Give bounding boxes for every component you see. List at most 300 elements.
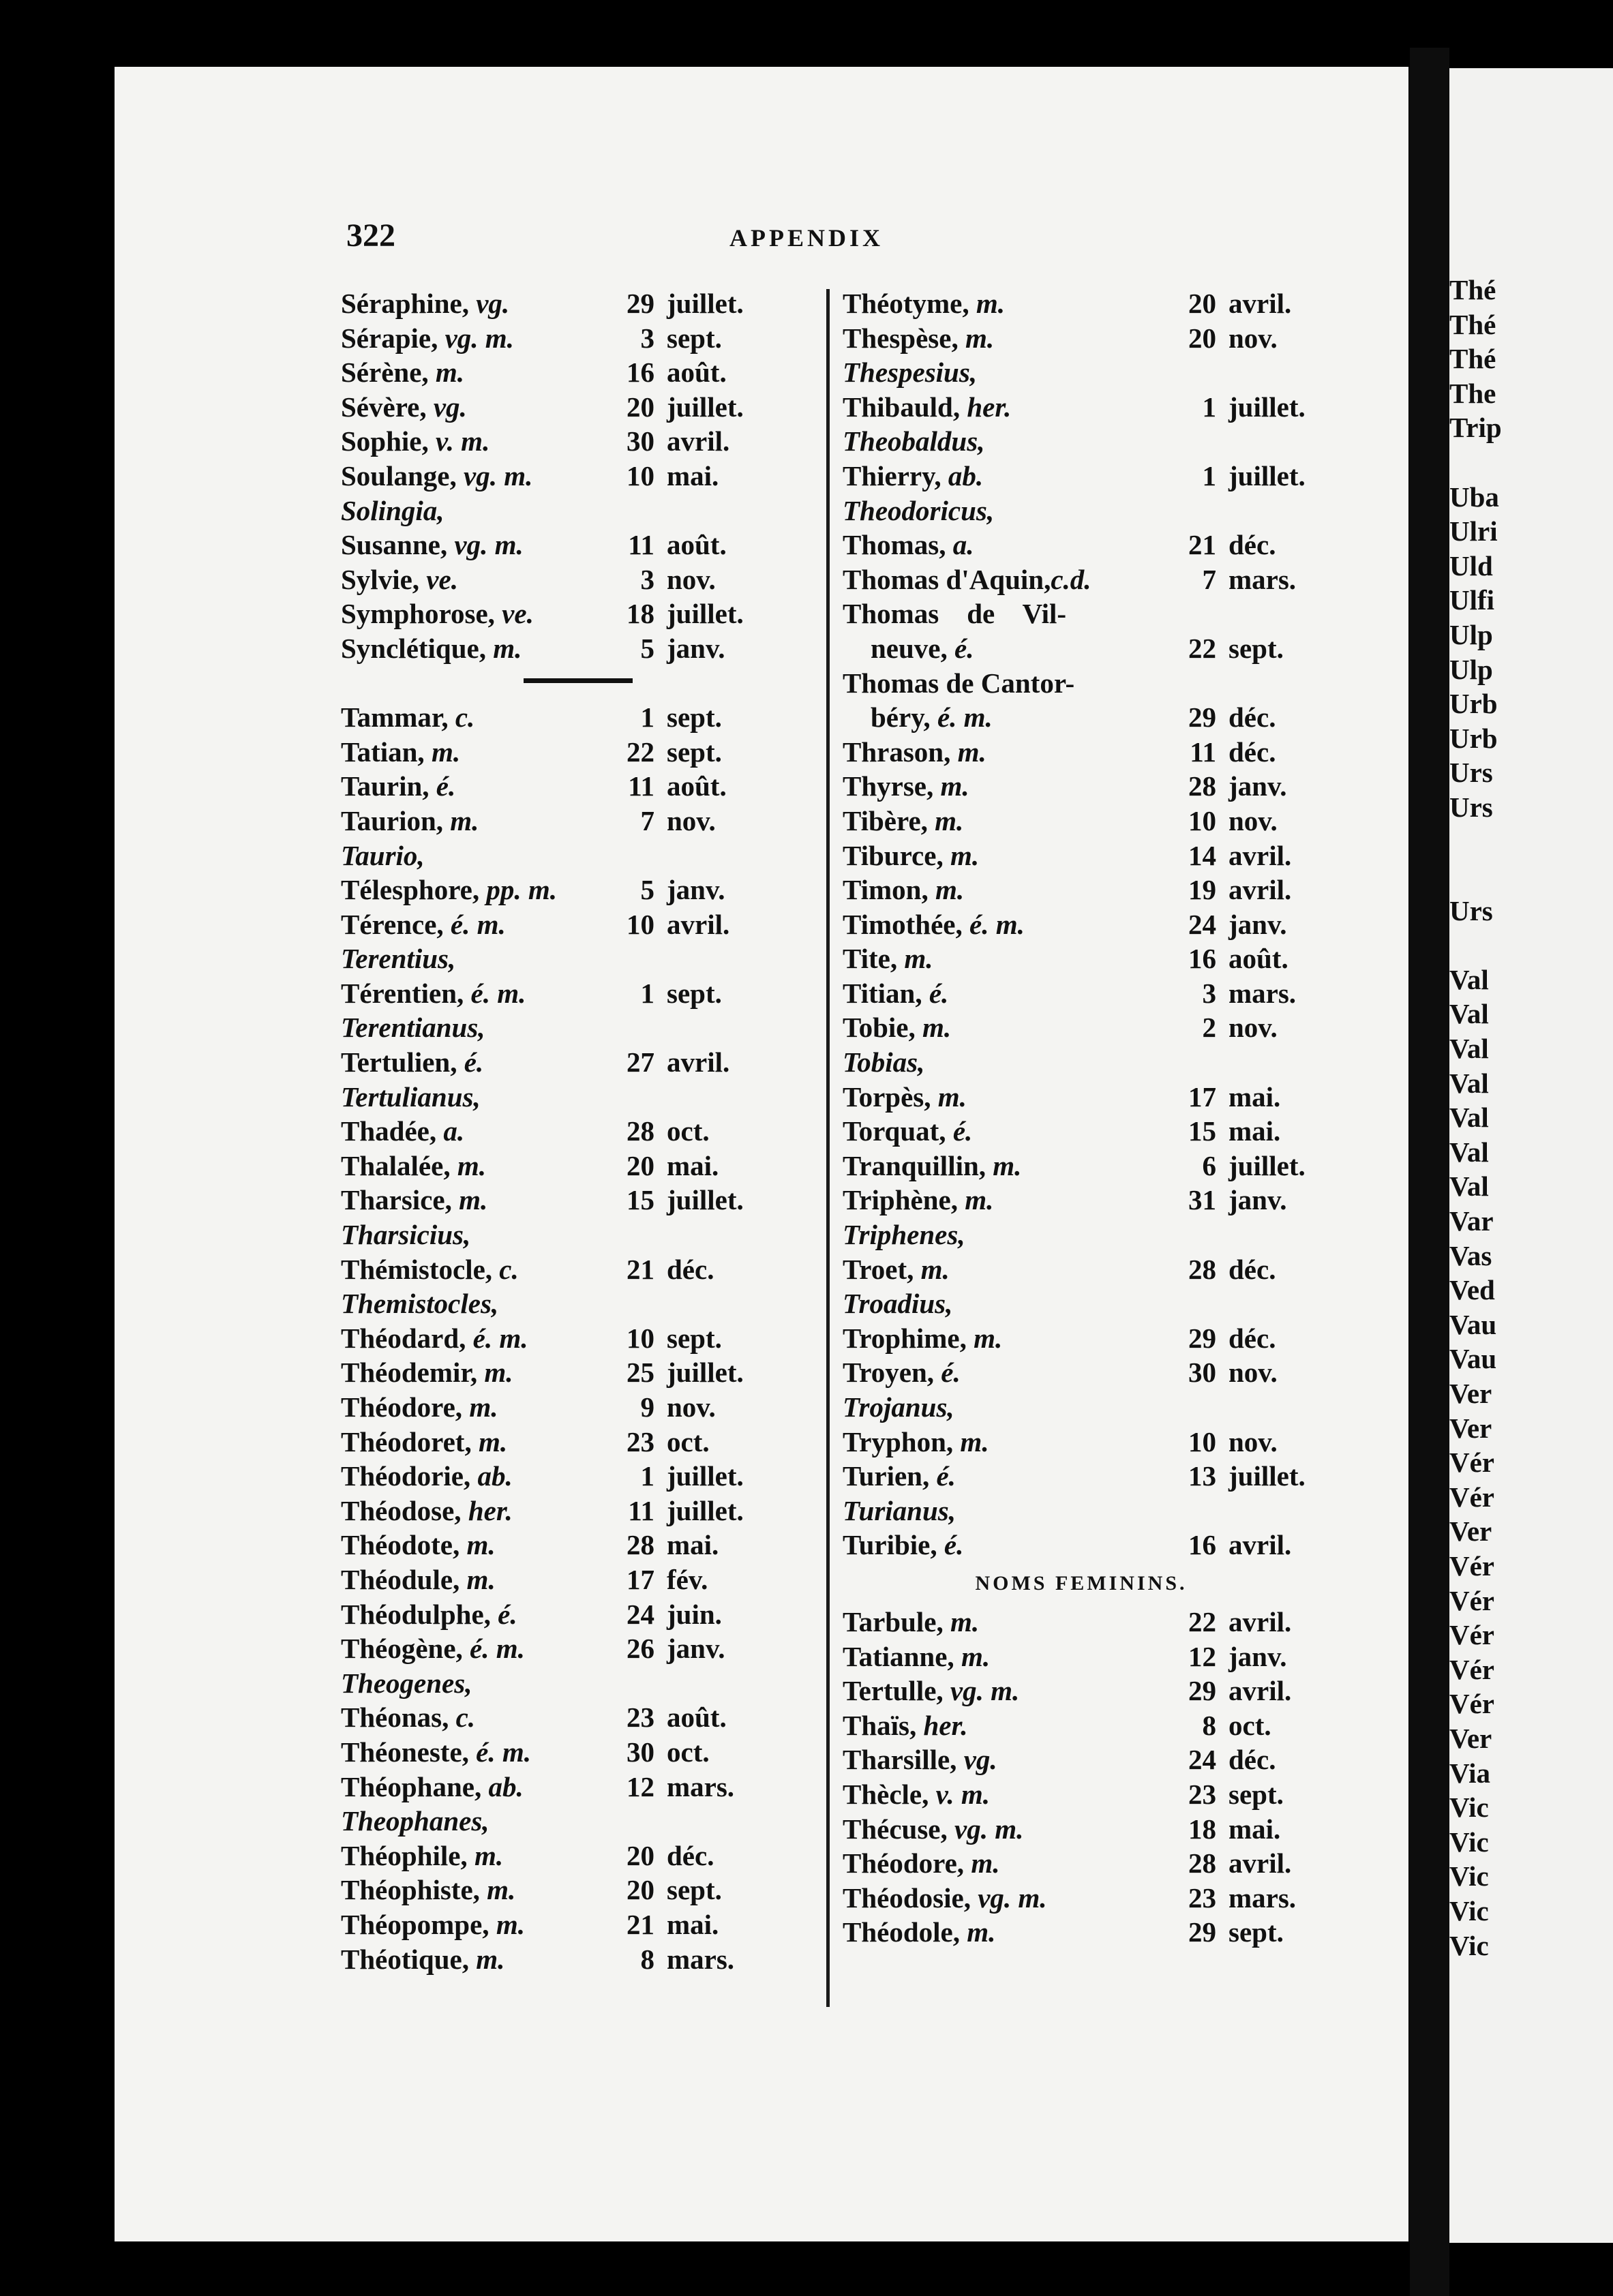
name-text: Thadée,: [341, 1115, 444, 1147]
facing-page-line: Via: [1449, 1757, 1490, 1789]
feast-day: 16: [1188, 943, 1216, 975]
saint-name: [341, 769, 455, 804]
feast-month: juillet.: [667, 288, 744, 319]
entry-row: [843, 839, 1320, 873]
feast-month: juillet.: [667, 1494, 744, 1526]
feast-day: 1: [640, 1460, 654, 1492]
entry-row: [843, 494, 1320, 528]
name-text: Thècle,: [843, 1778, 936, 1810]
entry-row: [341, 1873, 832, 1907]
entry-row: [843, 596, 1320, 631]
title-abbreviation: vg. m.: [954, 1813, 1024, 1845]
title-abbreviation: ve.: [502, 598, 534, 630]
page-number: 322: [346, 217, 395, 254]
title-abbreviation: m.: [469, 1391, 498, 1423]
entry-row: [341, 700, 832, 735]
feast-day: 16: [1188, 1529, 1216, 1561]
name-text: Théoneste,: [341, 1736, 477, 1768]
feast-month: nov.: [1228, 804, 1278, 836]
saint-name: [843, 1425, 989, 1460]
latin-name: Tharsicius,: [341, 1219, 471, 1251]
feast-day: 3: [640, 563, 654, 595]
saint-name: [341, 1149, 486, 1183]
title-abbreviation: vg. m.: [454, 529, 524, 561]
title-abbreviation: é.: [464, 1046, 484, 1078]
feast-day: 15: [627, 1184, 654, 1216]
latin-name: Troadius,: [843, 1288, 953, 1320]
facing-page-line: Ver: [1449, 1515, 1492, 1547]
facing-page-line: Vér: [1449, 1653, 1495, 1685]
feast-day: 23: [1188, 1882, 1216, 1914]
facing-page-line: Ulp: [1449, 618, 1493, 650]
title-abbreviation: her.: [468, 1494, 513, 1526]
entry-row: [341, 1149, 832, 1183]
entry-row: [843, 907, 1320, 942]
title-abbreviation: m.: [971, 1847, 1000, 1879]
facing-page-line: Thé: [1449, 274, 1496, 305]
name-text: Thomas de Cantor-: [843, 667, 1075, 699]
feast-day: 10: [627, 459, 654, 492]
feast-month: avril.: [1228, 288, 1292, 319]
feast-day: 14: [1188, 839, 1216, 871]
title-abbreviation: her.: [967, 391, 1012, 423]
feast-month: mai.: [1228, 1115, 1281, 1147]
title-abbreviation: é.: [941, 1357, 961, 1389]
feast-day: 13: [1188, 1460, 1216, 1492]
title-abbreviation: é. m.: [937, 701, 993, 734]
saint-name: [341, 1390, 498, 1425]
saint-name: [341, 459, 532, 494]
title-abbreviation: her.: [923, 1709, 968, 1741]
feast-day: 20: [627, 391, 654, 423]
saint-name: [341, 1839, 503, 1873]
feast-day: 5: [640, 632, 654, 664]
name-text: Symphorose,: [341, 598, 502, 630]
feast-month: avril.: [1228, 874, 1292, 906]
feast-day: 30: [1188, 1357, 1216, 1389]
section-rule: [341, 666, 832, 701]
feast-day: 7: [1202, 563, 1216, 595]
facing-page-line: Ved: [1449, 1274, 1495, 1306]
name-text: Théophiste,: [341, 1874, 487, 1906]
feast-day: 22: [627, 736, 654, 768]
feast-month: avril.: [667, 1046, 730, 1078]
saint-name: [341, 735, 460, 770]
book-gutter: [1410, 48, 1449, 2296]
feast-month: août.: [667, 529, 727, 561]
saint-name: [341, 1700, 475, 1735]
saint-name: [843, 631, 974, 666]
feast-day: 1: [1202, 391, 1216, 423]
feast-day: 23: [627, 1702, 654, 1734]
entry-row: [341, 321, 832, 356]
saint-name: [341, 321, 514, 356]
feast-day: 28: [1188, 1253, 1216, 1285]
title-abbreviation: ve.: [426, 563, 458, 595]
entry-row: [341, 596, 832, 631]
name-text: Théotique,: [341, 1943, 477, 1975]
facing-page-line: Urs: [1449, 894, 1493, 926]
facing-page-line: [1449, 445, 1502, 480]
entry-row: [341, 735, 832, 770]
feast-month: juillet.: [1228, 1460, 1306, 1492]
feast-month: janv.: [1228, 770, 1287, 802]
feast-day: 30: [627, 425, 654, 457]
title-abbreviation: vg. m.: [978, 1882, 1047, 1914]
latin-name: Theophanes,: [341, 1805, 489, 1837]
name-text: Théodemir,: [341, 1357, 485, 1389]
facing-page-line: Uld: [1449, 549, 1493, 581]
feast-month: oct.: [1228, 1709, 1271, 1741]
name-text: Théophile,: [341, 1839, 474, 1871]
feast-day: 19: [1188, 874, 1216, 906]
name-text: Tharsice,: [341, 1184, 459, 1216]
name-text: Tobie,: [843, 1012, 922, 1044]
saint-name: [843, 596, 1066, 631]
saint-name: [341, 1494, 513, 1528]
name-text: Synclétique,: [341, 632, 494, 664]
entry-row: [843, 321, 1320, 356]
name-text: Turien,: [843, 1460, 937, 1492]
name-text: Troyen,: [843, 1357, 941, 1389]
name-text: Thierry,: [843, 459, 948, 492]
latin-name: Turianus,: [843, 1494, 956, 1526]
entry-row: [341, 1218, 832, 1252]
feast-day: 1: [1202, 459, 1216, 492]
name-text: Tarbule,: [843, 1605, 950, 1637]
name-text: Sophie,: [341, 425, 436, 457]
entry-row: [341, 355, 832, 390]
feast-month: déc.: [1228, 736, 1276, 768]
entry-row: [341, 804, 832, 839]
entry-row: [341, 562, 832, 597]
name-text: Térence,: [341, 908, 451, 940]
feast-month: sept.: [667, 1874, 722, 1906]
feast-month: juillet.: [667, 1460, 744, 1492]
name-text: Théodulphe,: [341, 1598, 498, 1630]
entry-row: [341, 1700, 832, 1735]
saint-name: [341, 1528, 496, 1562]
entry-row: [843, 286, 1320, 321]
title-abbreviation: m.: [937, 1081, 967, 1113]
name-text: Théodose,: [341, 1494, 468, 1526]
name-text: Sylvie,: [341, 563, 427, 595]
feast-month: janv.: [1228, 1184, 1287, 1216]
saint-name: [843, 1881, 1047, 1916]
facing-page-line: Urb: [1449, 688, 1498, 720]
feast-month: déc.: [1228, 529, 1276, 561]
entry-row: [341, 1114, 832, 1149]
facing-page-line: Ver: [1449, 1722, 1492, 1754]
name-text: Troet,: [843, 1253, 921, 1285]
name-text: Télesphore,: [341, 874, 487, 906]
feast-day: 23: [627, 1425, 654, 1457]
entry-row: [341, 1355, 832, 1390]
facing-page-line: Val: [1449, 1033, 1489, 1065]
title-abbreviation: c.d.: [1051, 563, 1091, 595]
title-abbreviation: m.: [457, 1149, 486, 1181]
feast-day: 1: [640, 977, 654, 1009]
feast-day: 11: [628, 770, 654, 802]
feast-day: 22: [1188, 632, 1216, 664]
entry-row: [843, 1114, 1320, 1149]
title-abbreviation: m.: [484, 1357, 513, 1389]
title-abbreviation: c.: [455, 1702, 476, 1734]
title-abbreviation: ab.: [488, 1770, 524, 1802]
saint-name: [843, 1252, 950, 1287]
name-text: Susanne,: [341, 529, 455, 561]
entry-row: [843, 1459, 1320, 1494]
entry-row: [843, 1183, 1320, 1218]
saint-name: [843, 1708, 967, 1743]
feast-month: sept.: [667, 1322, 722, 1354]
facing-page-line: Vér: [1449, 1688, 1495, 1720]
title-abbreviation: m.: [993, 1149, 1022, 1181]
feast-month: déc.: [667, 1253, 714, 1285]
running-title: APPENDIX: [729, 224, 884, 252]
latin-name: Solingia,: [341, 494, 444, 526]
name-text: Séraphine,: [341, 288, 477, 319]
saint-name: [843, 1812, 1023, 1847]
facing-page-line: Val: [1449, 963, 1489, 995]
feast-month: août.: [1228, 943, 1288, 975]
title-abbreviation: m.: [940, 770, 969, 802]
name-text: Tite,: [843, 943, 905, 975]
saint-name: [843, 562, 1091, 597]
title-abbreviation: m.: [960, 1425, 989, 1457]
feast-day: 29: [1188, 701, 1216, 734]
entry-row: [341, 1907, 832, 1942]
title-abbreviation: a.: [952, 529, 974, 561]
feast-day: 12: [627, 1770, 654, 1802]
facing-page-line: [1449, 928, 1502, 963]
name-text: Tharsille,: [843, 1744, 964, 1776]
facing-page-line: Vic: [1449, 1792, 1489, 1824]
facing-page-line: Vas: [1449, 1239, 1492, 1271]
entry-row: [341, 1080, 832, 1115]
name-text: Titian,: [843, 977, 929, 1009]
feast-month: sept.: [667, 736, 722, 768]
feast-month: mai.: [1228, 1813, 1281, 1845]
feast-month: nov.: [667, 1391, 716, 1423]
title-abbreviation: m.: [450, 804, 479, 836]
name-text: Théodore,: [843, 1847, 971, 1879]
entry-row: [843, 1881, 1320, 1916]
feast-day: 28: [1188, 1847, 1216, 1879]
name-text: Tryphon,: [843, 1425, 961, 1457]
facing-page-line: Ver: [1449, 1378, 1492, 1409]
feast-day: 17: [627, 1563, 654, 1595]
name-text: Thyrse,: [843, 770, 941, 802]
facing-page-line: Uba: [1449, 481, 1499, 513]
entry-row: [341, 1183, 832, 1218]
facing-page-line: Thé: [1449, 308, 1496, 340]
saint-name: [341, 1562, 496, 1597]
facing-page-line: Val: [1449, 1102, 1489, 1134]
latin-name: Taurio,: [341, 839, 425, 871]
facing-page-line: Vic: [1449, 1860, 1489, 1892]
saint-name: [843, 1010, 951, 1045]
entry-row: [341, 1286, 832, 1321]
feast-day: 28: [1188, 770, 1216, 802]
title-abbreviation: m.: [976, 288, 1006, 319]
facing-page-line: Vér: [1449, 1619, 1495, 1651]
feast-month: juillet.: [1228, 391, 1306, 423]
saint-name: [341, 596, 534, 631]
feast-month: déc.: [667, 1839, 714, 1871]
name-text: Tibère,: [843, 804, 935, 836]
entry-row: [843, 769, 1320, 804]
feast-day: 29: [1188, 1322, 1216, 1354]
latin-name: Terentius,: [341, 943, 456, 975]
entry-row: [843, 804, 1320, 839]
saint-name: [341, 390, 467, 425]
feast-month: janv.: [667, 1633, 725, 1665]
saint-name: [843, 459, 983, 494]
facing-page-line: Ulri: [1449, 515, 1498, 547]
title-abbreviation: m.: [487, 1874, 516, 1906]
saint-name: [843, 976, 948, 1011]
feast-day: 18: [627, 598, 654, 630]
facing-page-line: Var: [1449, 1205, 1494, 1237]
entry-row: [341, 1666, 832, 1701]
feast-day: 29: [627, 288, 654, 319]
facing-page-line: Vau: [1449, 1308, 1497, 1340]
entry-row: [341, 286, 832, 321]
feast-day: 20: [1188, 322, 1216, 354]
feast-month: nov.: [667, 563, 716, 595]
right-column: [843, 286, 1320, 1950]
entry-row: [341, 1045, 832, 1080]
feast-month: fév.: [667, 1563, 708, 1595]
saint-name: [341, 286, 509, 321]
name-text: Sérène,: [341, 357, 436, 389]
feast-day: 31: [1188, 1184, 1216, 1216]
entry-row: [341, 1942, 832, 1977]
latin-name: Theobaldus,: [843, 425, 985, 457]
name-text: Timothée,: [843, 908, 970, 940]
left-column: [341, 286, 832, 1976]
saint-name: [341, 1459, 513, 1494]
name-text: Thalalée,: [341, 1149, 457, 1181]
feast-day: 20: [627, 1839, 654, 1871]
feast-day: 11: [628, 1494, 654, 1526]
saint-name: [843, 390, 1011, 425]
saint-name: [341, 700, 474, 735]
title-abbreviation: m.: [965, 1184, 994, 1216]
title-abbreviation: m.: [459, 1184, 488, 1216]
entry-row: [843, 1777, 1320, 1812]
title-abbreviation: é.: [936, 1460, 956, 1492]
feast-month: mars.: [1228, 1882, 1297, 1914]
feast-month: sept.: [1228, 1778, 1284, 1810]
title-abbreviation: v. m.: [436, 425, 490, 457]
feast-month: juillet.: [667, 598, 744, 630]
name-text: béry,: [843, 701, 937, 734]
saint-name: [843, 1777, 990, 1812]
feast-day: 26: [627, 1633, 654, 1665]
latin-name: Terentianus,: [341, 1012, 485, 1044]
feast-day: 10: [1188, 1425, 1216, 1457]
name-text: Tammar,: [341, 701, 455, 734]
name-text: Théonas,: [341, 1702, 456, 1734]
facing-page-text: [1449, 273, 1502, 1963]
saint-name: [341, 1045, 483, 1080]
facing-page-line: Vic: [1449, 1929, 1489, 1961]
saint-name: [843, 321, 994, 356]
saint-name: [341, 1321, 528, 1356]
feast-day: 5: [640, 874, 654, 906]
title-abbreviation: m.: [957, 736, 986, 768]
saint-name: [341, 1907, 525, 1942]
title-abbreviation: a.: [443, 1115, 465, 1147]
title-abbreviation: c.: [455, 701, 475, 734]
name-text: Sérapie,: [341, 322, 445, 354]
latin-name: Themistocles,: [341, 1288, 499, 1320]
entry-row: [341, 494, 832, 528]
saint-name: [341, 1942, 504, 1977]
feast-month: oct.: [667, 1425, 710, 1457]
name-text: Théodoret,: [341, 1425, 479, 1457]
entry-row: [843, 1425, 1320, 1460]
feast-month: août.: [667, 770, 727, 802]
feast-day: 24: [1188, 908, 1216, 940]
name-text: Théodard,: [341, 1322, 473, 1354]
feast-month: mars.: [1228, 977, 1297, 1009]
entry-row: [341, 1459, 832, 1494]
feast-month: oct.: [667, 1115, 710, 1147]
feast-month: mai.: [667, 459, 719, 492]
feast-day: 21: [627, 1908, 654, 1940]
saint-name: [341, 424, 489, 459]
feast-day: 23: [1188, 1778, 1216, 1810]
feast-month: juillet.: [667, 1357, 744, 1389]
saint-name: [341, 1770, 524, 1804]
name-text: Thrason,: [843, 736, 958, 768]
facing-page-line: Vic: [1449, 1826, 1489, 1858]
name-text: Taurion,: [341, 804, 451, 836]
name-text: Tertulle,: [843, 1675, 950, 1707]
feast-month: déc.: [1228, 1322, 1276, 1354]
facing-page-line: Vér: [1449, 1481, 1495, 1513]
saint-name: [843, 1674, 1019, 1708]
facing-page-line: The: [1449, 377, 1496, 409]
saint-name: [843, 1114, 972, 1149]
entry-row: [843, 700, 1320, 735]
name-text: Thespèse,: [843, 322, 965, 354]
latin-name: Tobias,: [843, 1046, 925, 1078]
title-abbreviation: m.: [904, 943, 933, 975]
entry-row: [341, 1631, 832, 1666]
facing-page-line: Vér: [1449, 1550, 1495, 1582]
feast-day: 11: [628, 529, 654, 561]
name-text: Tranquillin,: [843, 1149, 993, 1181]
entry-row: [843, 1252, 1320, 1287]
entry-row: [843, 1355, 1320, 1390]
title-abbreviation: m.: [474, 1839, 504, 1871]
feast-day: 3: [640, 322, 654, 354]
feast-day: 29: [1188, 1675, 1216, 1707]
feast-day: 21: [627, 1253, 654, 1285]
feast-month: mars.: [667, 1943, 735, 1975]
feast-month: avril.: [1228, 1529, 1292, 1561]
name-text: Térentien,: [341, 977, 471, 1009]
title-abbreviation: vg.: [433, 391, 467, 423]
feast-month: janv.: [1228, 1640, 1287, 1672]
saint-name: [341, 1252, 519, 1287]
entry-row: [843, 1010, 1320, 1045]
entry-row: [843, 459, 1320, 494]
